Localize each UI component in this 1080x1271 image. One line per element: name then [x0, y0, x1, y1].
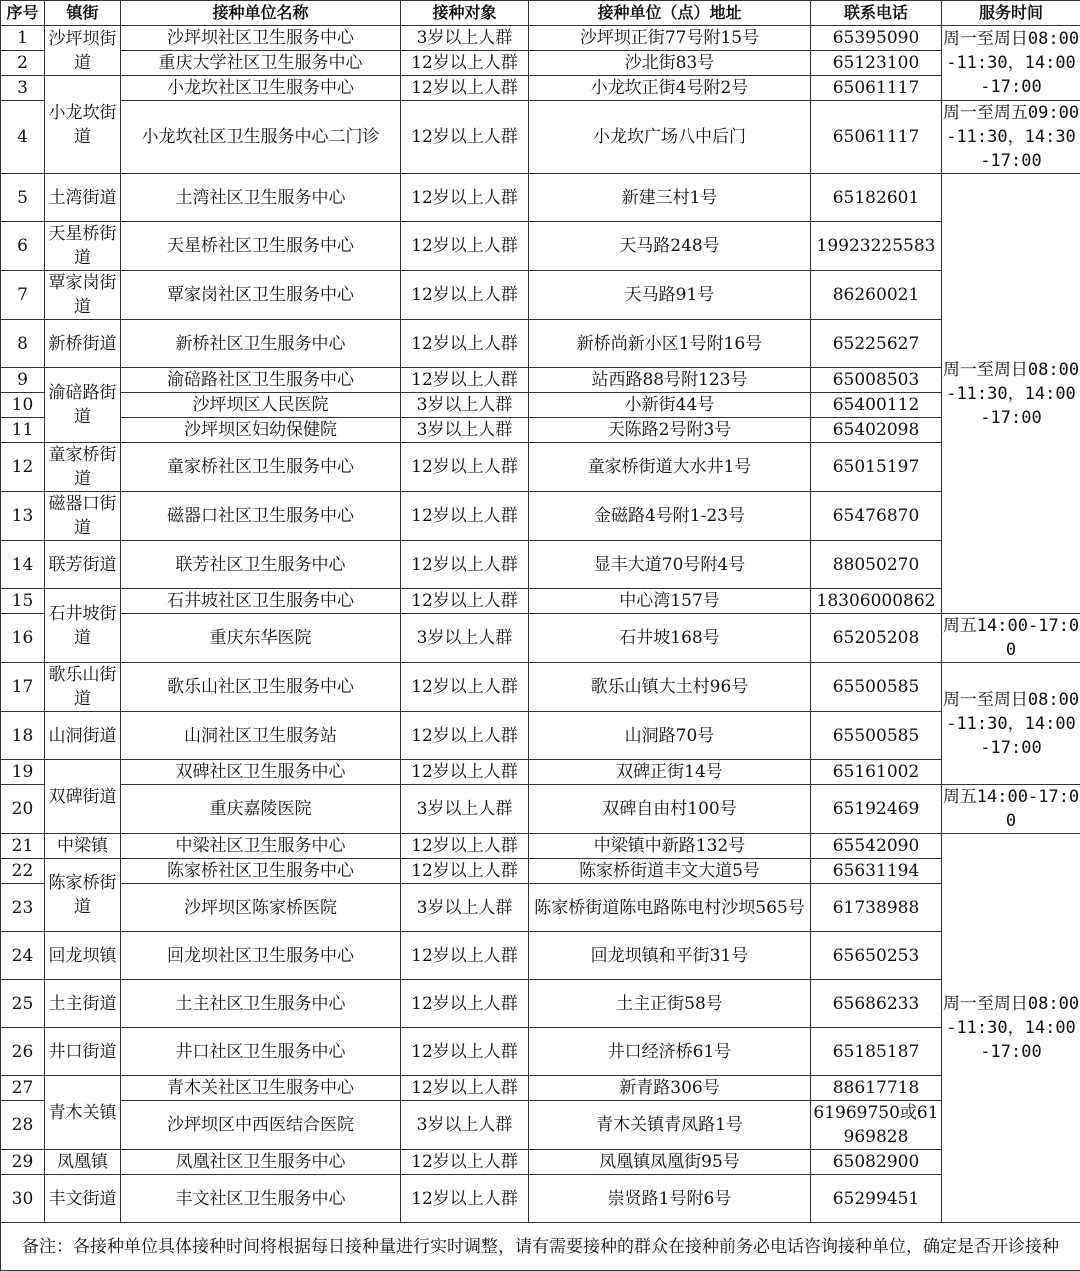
unit-name: 凤凰社区卫生服务中心	[121, 1150, 401, 1175]
address: 小龙坎正街4号附2号	[529, 76, 811, 101]
target-group: 3岁以上人群	[401, 614, 529, 663]
unit-name: 丰文社区卫生服务中心	[121, 1175, 401, 1223]
target-group: 3岁以上人群	[401, 393, 529, 418]
target-group: 12岁以上人群	[401, 834, 529, 859]
target-group: 12岁以上人群	[401, 320, 529, 368]
district-cell: 土湾街道	[45, 174, 121, 222]
district-cell: 回龙坝镇	[45, 932, 121, 980]
target-group: 12岁以上人群	[401, 76, 529, 101]
table-row	[1, 932, 1080, 980]
target-group: 3岁以上人群	[401, 884, 529, 932]
target-group: 12岁以上人群	[401, 932, 529, 980]
row-no: 25	[1, 980, 45, 1028]
table-row	[1, 760, 1080, 785]
unit-name: 新桥社区卫生服务中心	[121, 320, 401, 368]
row-no: 29	[1, 1150, 45, 1175]
unit-name: 土主社区卫生服务中心	[121, 980, 401, 1028]
address: 歌乐山镇大土村96号	[529, 663, 811, 712]
row-no: 10	[1, 393, 45, 418]
table-row	[1, 859, 1080, 884]
table-row	[1, 663, 1080, 712]
unit-name: 沙坪坝区妇幼保健院	[121, 418, 401, 443]
phone: 19923225583	[811, 222, 942, 271]
target-group: 12岁以上人群	[401, 1150, 529, 1175]
target-group: 12岁以上人群	[401, 589, 529, 614]
district-cell: 联芳街道	[45, 541, 121, 589]
address: 小龙坎广场八中后门	[529, 101, 811, 174]
table-row	[1, 614, 1080, 663]
row-no: 6	[1, 222, 45, 271]
unit-name: 磁器口社区卫生服务中心	[121, 492, 401, 541]
address: 双碑自由村100号	[529, 785, 811, 834]
unit-name: 井口社区卫生服务中心	[121, 1028, 401, 1076]
unit-name: 重庆嘉陵医院	[121, 785, 401, 834]
service-hours: 周一至周五09:00-11:30，14:30-17:00	[942, 101, 1080, 174]
district-cell: 丰文街道	[45, 1175, 121, 1223]
phone: 65061117	[811, 101, 942, 174]
row-no: 23	[1, 884, 45, 932]
district-cell: 青木关镇	[45, 1076, 121, 1150]
service-hours: 周一至周日08:00-11:30，14:00-17:00	[942, 26, 1080, 101]
unit-name: 沙坪坝区陈家桥医院	[121, 884, 401, 932]
phone: 65400112	[811, 393, 942, 418]
phone: 65402098	[811, 418, 942, 443]
target-group: 12岁以上人群	[401, 712, 529, 760]
phone: 88050270	[811, 541, 942, 589]
header-no: 序号	[1, 1, 45, 26]
district-cell: 双碑街道	[45, 760, 121, 834]
table-row	[1, 443, 1080, 492]
unit-name: 歌乐山社区卫生服务中心	[121, 663, 401, 712]
phone: 88617718	[811, 1076, 942, 1101]
header-phone: 联系电话	[811, 1, 942, 26]
address: 青木关镇青凤路1号	[529, 1101, 811, 1150]
row-no: 15	[1, 589, 45, 614]
address: 新桥尚新小区1号附16号	[529, 320, 811, 368]
footnote-row	[1, 1223, 1080, 1271]
district-cell: 小龙坎街道	[45, 76, 121, 174]
address: 新青路306号	[529, 1076, 811, 1101]
address: 小新街44号	[529, 393, 811, 418]
district-cell: 土主街道	[45, 980, 121, 1028]
table-row	[1, 1076, 1080, 1101]
header-hours: 服务时间	[942, 1, 1080, 26]
table-row	[1, 51, 1080, 76]
header-target: 接种对象	[401, 1, 529, 26]
table-row	[1, 101, 1080, 174]
address: 显丰大道70号附4号	[529, 541, 811, 589]
unit-name: 重庆东华医院	[121, 614, 401, 663]
address: 天马路91号	[529, 271, 811, 320]
address: 沙坪坝正街77号附15号	[529, 26, 811, 51]
unit-name: 沙坪坝社区卫生服务中心	[121, 26, 401, 51]
table-row	[1, 320, 1080, 368]
address: 回龙坝镇和平街31号	[529, 932, 811, 980]
table-row	[1, 884, 1080, 932]
table-row	[1, 174, 1080, 222]
unit-name: 沙坪坝区中西医结合医院	[121, 1101, 401, 1150]
service-hours: 周一至周日08:00-11:30，14:00-17:00	[942, 663, 1080, 785]
table-row	[1, 418, 1080, 443]
district-cell: 中梁镇	[45, 834, 121, 859]
district-cell: 渝碚路街道	[45, 368, 121, 443]
unit-name: 回龙坝社区卫生服务中心	[121, 932, 401, 980]
district-cell: 陈家桥街道	[45, 859, 121, 932]
footnote: 备注：各接种单位具体接种时间将根据每日接种量进行实时调整，请有需要接种的群众在接种前务必电话咨询接种单位，确定是否开诊接种	[1, 1223, 1080, 1271]
row-no: 24	[1, 932, 45, 980]
row-no: 5	[1, 174, 45, 222]
table-row	[1, 834, 1080, 859]
target-group: 12岁以上人群	[401, 51, 529, 76]
service-hours: 周一至周日08:00-11:30，14:00-17:00	[942, 174, 1080, 614]
phone: 65182601	[811, 174, 942, 222]
row-no: 13	[1, 492, 45, 541]
table-row	[1, 222, 1080, 271]
address: 土主正街58号	[529, 980, 811, 1028]
table-row	[1, 1175, 1080, 1223]
header-address: 接种单位（点）地址	[529, 1, 811, 26]
district-cell: 歌乐山街道	[45, 663, 121, 712]
unit-name: 重庆大学社区卫生服务中心	[121, 51, 401, 76]
table-row	[1, 393, 1080, 418]
service-hours: 周一至周日08:00-11:30，14:00-17:00	[942, 834, 1080, 1223]
target-group: 12岁以上人群	[401, 1076, 529, 1101]
row-no: 3	[1, 76, 45, 101]
row-no: 26	[1, 1028, 45, 1076]
target-group: 12岁以上人群	[401, 760, 529, 785]
phone: 65008503	[811, 368, 942, 393]
phone: 61969750或61969828	[811, 1101, 942, 1150]
target-group: 12岁以上人群	[401, 271, 529, 320]
table-row	[1, 368, 1080, 393]
target-group: 12岁以上人群	[401, 1175, 529, 1223]
unit-name: 覃家岗社区卫生服务中心	[121, 271, 401, 320]
target-group: 12岁以上人群	[401, 859, 529, 884]
row-no: 21	[1, 834, 45, 859]
row-no: 14	[1, 541, 45, 589]
target-group: 12岁以上人群	[401, 222, 529, 271]
phone: 65123100	[811, 51, 942, 76]
address: 双碑正街14号	[529, 760, 811, 785]
row-no: 28	[1, 1101, 45, 1150]
district-cell: 井口街道	[45, 1028, 121, 1076]
phone: 65061117	[811, 76, 942, 101]
district-cell: 石井坡街道	[45, 589, 121, 663]
unit-name: 沙坪坝区人民医院	[121, 393, 401, 418]
target-group: 12岁以上人群	[401, 368, 529, 393]
address: 新建三村1号	[529, 174, 811, 222]
unit-name: 中梁社区卫生服务中心	[121, 834, 401, 859]
district-cell: 山洞街道	[45, 712, 121, 760]
table-row	[1, 271, 1080, 320]
address: 童家桥街道大水井1号	[529, 443, 811, 492]
district-cell: 覃家岗街道	[45, 271, 121, 320]
district-cell: 磁器口街道	[45, 492, 121, 541]
address: 中梁镇中新路132号	[529, 834, 811, 859]
table-row	[1, 492, 1080, 541]
table-row	[1, 785, 1080, 834]
address: 山洞路70号	[529, 712, 811, 760]
service-hours: 周五14:00-17:00	[942, 785, 1080, 834]
target-group: 3岁以上人群	[401, 418, 529, 443]
table-row	[1, 589, 1080, 614]
header-district: 镇街	[45, 1, 121, 26]
target-group: 3岁以上人群	[401, 26, 529, 51]
target-group: 12岁以上人群	[401, 1028, 529, 1076]
phone: 65631194	[811, 859, 942, 884]
unit-name: 童家桥社区卫生服务中心	[121, 443, 401, 492]
phone: 65542090	[811, 834, 942, 859]
address: 天马路248号	[529, 222, 811, 271]
target-group: 12岁以上人群	[401, 101, 529, 174]
phone: 65161002	[811, 760, 942, 785]
phone: 65082900	[811, 1150, 942, 1175]
phone: 65476870	[811, 492, 942, 541]
row-no: 7	[1, 271, 45, 320]
unit-name: 陈家桥社区卫生服务中心	[121, 859, 401, 884]
phone: 65395090	[811, 26, 942, 51]
phone: 65192469	[811, 785, 942, 834]
address: 站西路88号附123号	[529, 368, 811, 393]
unit-name: 渝碚路社区卫生服务中心	[121, 368, 401, 393]
target-group: 3岁以上人群	[401, 1101, 529, 1150]
address: 陈家桥街道丰文大道5号	[529, 859, 811, 884]
phone: 65650253	[811, 932, 942, 980]
row-no: 4	[1, 101, 45, 174]
phone: 65500585	[811, 663, 942, 712]
district-cell: 新桥街道	[45, 320, 121, 368]
service-hours: 周五14:00-17:00	[942, 614, 1080, 663]
address: 石井坡168号	[529, 614, 811, 663]
phone: 65185187	[811, 1028, 942, 1076]
target-group: 12岁以上人群	[401, 980, 529, 1028]
row-no: 1	[1, 26, 45, 51]
table-row	[1, 541, 1080, 589]
row-no: 2	[1, 51, 45, 76]
row-no: 18	[1, 712, 45, 760]
phone: 65686233	[811, 980, 942, 1028]
table-row	[1, 76, 1080, 101]
target-group: 12岁以上人群	[401, 443, 529, 492]
district-cell: 天星桥街道	[45, 222, 121, 271]
address: 天陈路2号附3号	[529, 418, 811, 443]
table-row	[1, 980, 1080, 1028]
row-no: 20	[1, 785, 45, 834]
unit-name: 山洞社区卫生服务站	[121, 712, 401, 760]
address: 沙北街83号	[529, 51, 811, 76]
target-group: 12岁以上人群	[401, 663, 529, 712]
district-cell: 沙坪坝街道	[45, 26, 121, 76]
phone: 18306000862	[811, 589, 942, 614]
address: 崇贤路1号附6号	[529, 1175, 811, 1223]
unit-name: 天星桥社区卫生服务中心	[121, 222, 401, 271]
phone: 65015197	[811, 443, 942, 492]
address: 井口经济桥61号	[529, 1028, 811, 1076]
row-no: 9	[1, 368, 45, 393]
row-no: 8	[1, 320, 45, 368]
table-row	[1, 1101, 1080, 1150]
table-row	[1, 26, 1080, 51]
row-no: 19	[1, 760, 45, 785]
row-no: 12	[1, 443, 45, 492]
phone: 65205208	[811, 614, 942, 663]
target-group: 12岁以上人群	[401, 492, 529, 541]
row-no: 11	[1, 418, 45, 443]
phone: 86260021	[811, 271, 942, 320]
district-cell: 凤凰镇	[45, 1150, 121, 1175]
address: 凤凰镇凤凰街95号	[529, 1150, 811, 1175]
district-cell: 童家桥街道	[45, 443, 121, 492]
phone: 65500585	[811, 712, 942, 760]
phone: 65225627	[811, 320, 942, 368]
table-row	[1, 1028, 1080, 1076]
header-unit-name: 接种单位名称	[121, 1, 401, 26]
row-no: 17	[1, 663, 45, 712]
unit-name: 青木关社区卫生服务中心	[121, 1076, 401, 1101]
header-row	[1, 1, 1080, 26]
address: 陈家桥街道陈电路陈电村沙坝565号	[529, 884, 811, 932]
target-group: 12岁以上人群	[401, 541, 529, 589]
address: 金磁路4号附1-23号	[529, 492, 811, 541]
target-group: 12岁以上人群	[401, 174, 529, 222]
table-row	[1, 1150, 1080, 1175]
address: 中心湾157号	[529, 589, 811, 614]
unit-name: 双碑社区卫生服务中心	[121, 760, 401, 785]
table-row	[1, 712, 1080, 760]
row-no: 22	[1, 859, 45, 884]
unit-name: 小龙坎社区卫生服务中心二门诊	[121, 101, 401, 174]
phone: 61738988	[811, 884, 942, 932]
unit-name: 土湾社区卫生服务中心	[121, 174, 401, 222]
target-group: 3岁以上人群	[401, 785, 529, 834]
phone: 65299451	[811, 1175, 942, 1223]
row-no: 27	[1, 1076, 45, 1101]
row-no: 30	[1, 1175, 45, 1223]
unit-name: 小龙坎社区卫生服务中心	[121, 76, 401, 101]
unit-name: 石井坡社区卫生服务中心	[121, 589, 401, 614]
unit-name: 联芳社区卫生服务中心	[121, 541, 401, 589]
row-no: 16	[1, 614, 45, 663]
